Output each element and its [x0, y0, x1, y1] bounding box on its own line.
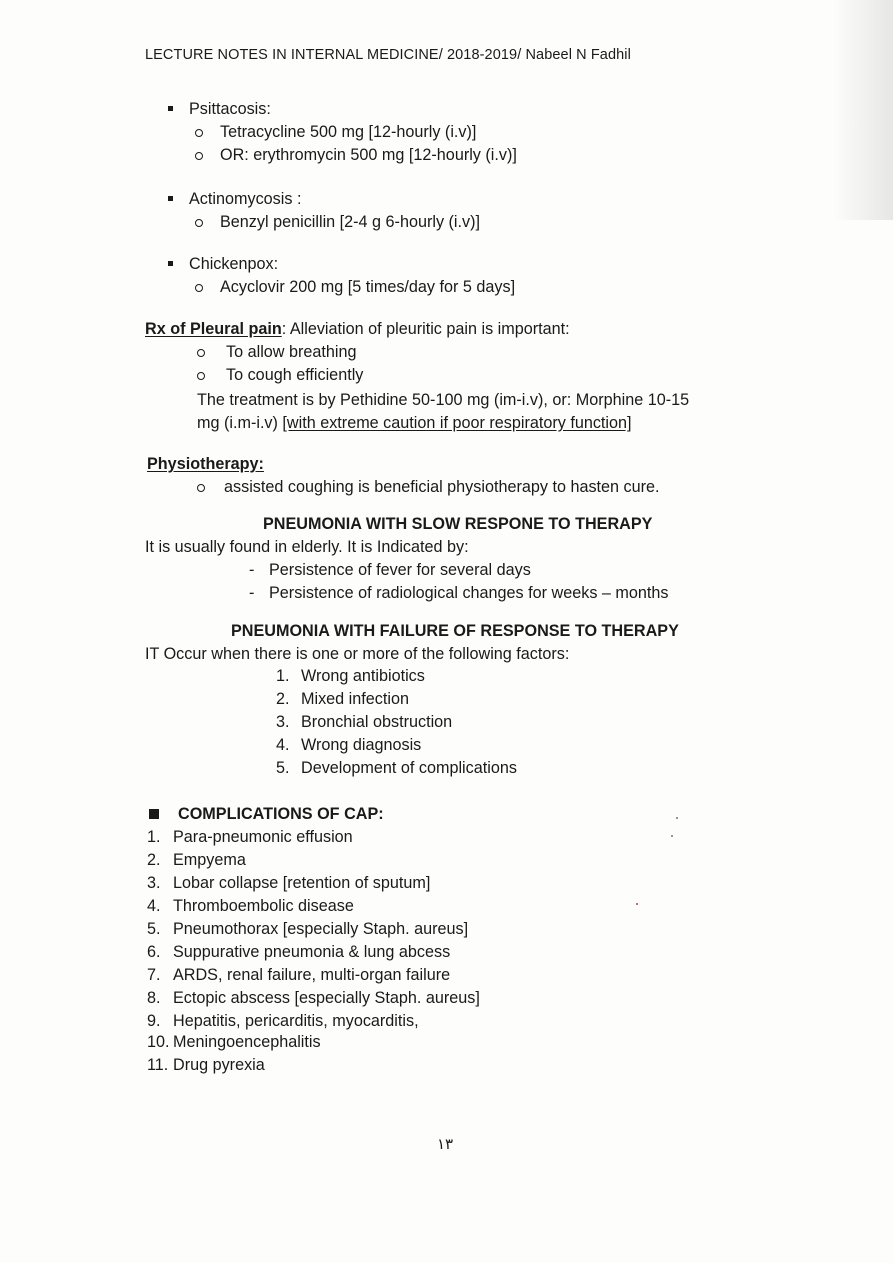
- complication-item: Lobar collapse [retention of sputum]: [173, 874, 431, 892]
- square-bullet-icon: [168, 196, 173, 201]
- pleural-text: : Alleviation of pleuritic pain is important:: [281, 320, 570, 338]
- pleural-dose: mg (i.m-i.v): [197, 414, 283, 432]
- treatment-item: Acyclovir 200 mg [5 times/day for 5 days]: [220, 278, 516, 296]
- scan-speck: [636, 903, 638, 905]
- list-number: 1.: [147, 828, 161, 846]
- list-number: 5.: [276, 759, 290, 777]
- square-bullet-icon: [168, 106, 173, 111]
- pleural-heading: Rx of Pleural pain: [145, 320, 282, 338]
- circle-bullet-icon: [197, 349, 205, 357]
- list-number: 8.: [147, 989, 161, 1007]
- list-number: 6.: [147, 943, 161, 961]
- failure-item: Wrong antibiotics: [301, 667, 425, 685]
- complications-heading: COMPLICATIONS OF CAP:: [178, 805, 384, 823]
- failure-item: Development of complications: [301, 759, 517, 777]
- pleural-paragraph: [145, 320, 570, 339]
- complication-item: Para-pneumonic effusion: [173, 828, 353, 846]
- complication-item: Suppurative pneumonia & lung abcess: [173, 943, 451, 961]
- pleural-item: To allow breathing: [226, 343, 357, 361]
- slow-item: Persistence of fever for several days: [269, 561, 531, 579]
- pleural-treatment: The treatment is by Pethidine 50-100 mg (im-i.v), or: Morphine 10-15: [197, 391, 690, 409]
- list-number: 2.: [147, 851, 161, 869]
- list-number: 10.: [147, 1033, 170, 1051]
- circle-bullet-icon: [195, 152, 203, 160]
- failure-item: Mixed infection: [301, 690, 409, 708]
- failure-intro: IT Occur when there is one or more of the following factors:: [145, 645, 570, 663]
- page-number: ١٣: [437, 1135, 454, 1153]
- treatment-name: Psittacosis:: [189, 100, 271, 118]
- circle-bullet-icon: [197, 372, 205, 380]
- treatment-name: Chickenpox:: [189, 255, 279, 273]
- pleural-treatment-cont: [197, 414, 632, 433]
- scan-shadow: [833, 0, 893, 220]
- complication-item: Empyema: [173, 851, 246, 869]
- treatment-item: OR: erythromycin 500 mg [12-hourly (i.v)]: [220, 146, 517, 164]
- treatment-item: Benzyl penicillin [2-4 g 6-hourly (i.v)]: [220, 213, 481, 231]
- failure-item: Wrong diagnosis: [301, 736, 422, 754]
- list-number: 1.: [276, 667, 290, 685]
- circle-bullet-icon: [197, 484, 205, 492]
- caution-note: [with extreme caution if poor respiratory function]: [282, 414, 632, 432]
- list-number: 4.: [147, 897, 161, 915]
- dash-bullet: -: [249, 584, 255, 602]
- list-number: 4.: [276, 736, 290, 754]
- complication-item: Meningoencephalitis: [173, 1033, 321, 1051]
- treatment-name: Actinomycosis :: [189, 190, 302, 208]
- section-heading-failure: PNEUMONIA WITH FAILURE OF RESPONSE TO THERAPY: [231, 622, 679, 640]
- list-number: 7.: [147, 966, 161, 984]
- failure-item: Bronchial obstruction: [301, 713, 453, 731]
- physio-heading: Physiotherapy:: [147, 455, 264, 473]
- complication-item: Ectopic abscess [especially Staph. aureus]: [173, 989, 480, 1007]
- complication-item: ARDS, renal failure, multi-organ failure: [173, 966, 451, 984]
- complication-item: Thromboembolic disease: [173, 897, 354, 915]
- complication-item: Pneumothorax [especially Staph. aureus]: [173, 920, 469, 938]
- list-number: 3.: [276, 713, 290, 731]
- square-bullet-icon: [168, 261, 173, 266]
- complication-item: Drug pyrexia: [173, 1056, 265, 1074]
- pleural-item: To cough efficiently: [226, 366, 364, 384]
- list-number: 11.: [147, 1056, 169, 1074]
- list-number: 5.: [147, 920, 161, 938]
- page-header: LECTURE NOTES IN INTERNAL MEDICINE/ 2018-2019/ Nabeel N Fadhil: [145, 47, 631, 63]
- circle-bullet-icon: [195, 219, 203, 227]
- section-heading-slow: PNEUMONIA WITH SLOW RESPONE TO THERAPY: [263, 515, 653, 533]
- circle-bullet-icon: [195, 284, 203, 292]
- dash-bullet: -: [249, 561, 255, 579]
- list-number: 9.: [147, 1012, 161, 1030]
- circle-bullet-icon: [195, 129, 203, 137]
- list-number: 2.: [276, 690, 290, 708]
- slow-item: Persistence of radiological changes for weeks – months: [269, 584, 669, 602]
- scan-speck: [671, 835, 673, 837]
- square-bullet-icon: [149, 809, 159, 819]
- scan-speck: [676, 817, 678, 819]
- list-number: 3.: [147, 874, 161, 892]
- slow-intro: It is usually found in elderly. It is Indicated by:: [145, 538, 469, 556]
- physio-item: assisted coughing is beneficial physiotherapy to hasten cure.: [224, 478, 660, 496]
- complication-item: Hepatitis, pericarditis, myocarditis,: [173, 1012, 419, 1030]
- treatment-item: Tetracycline 500 mg [12-hourly (i.v)]: [220, 123, 477, 141]
